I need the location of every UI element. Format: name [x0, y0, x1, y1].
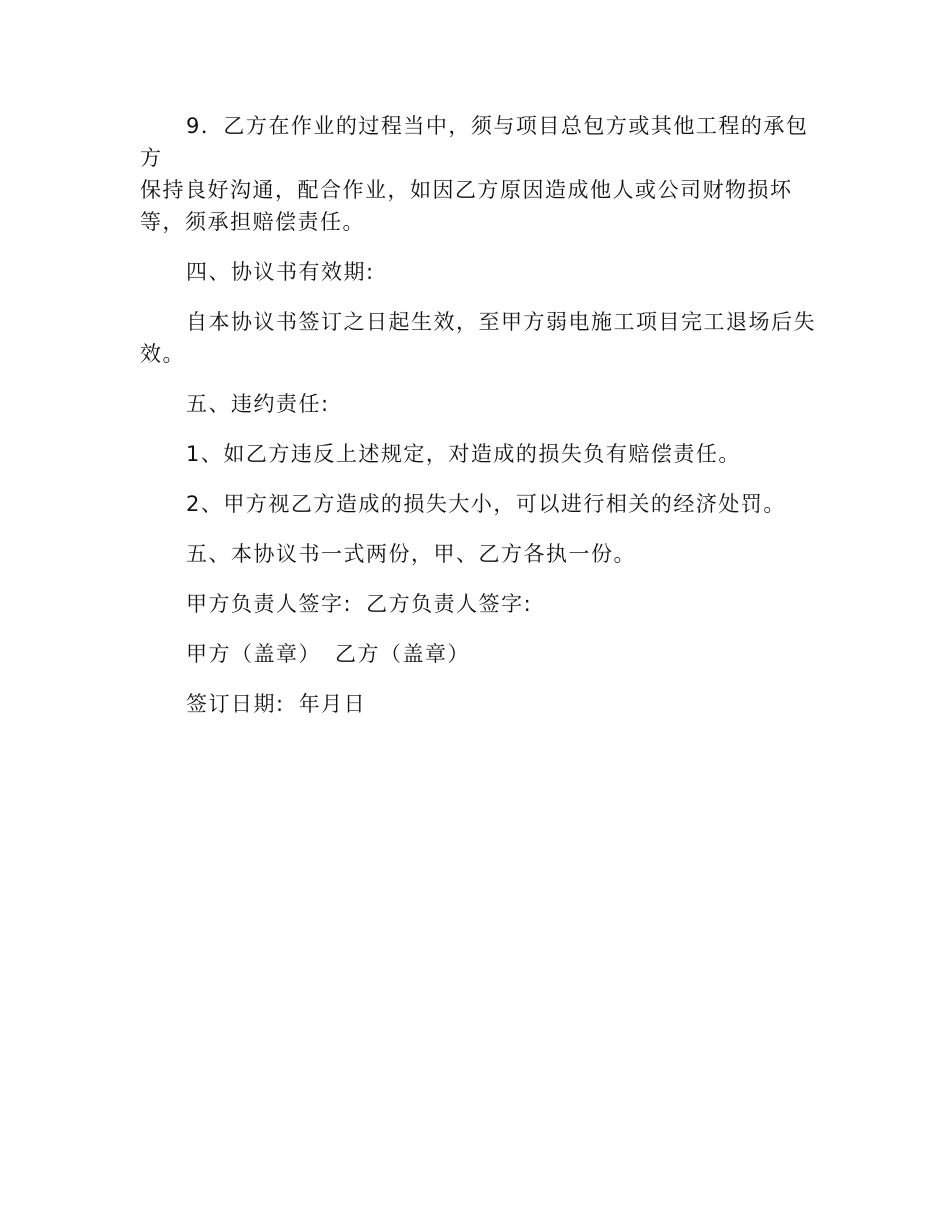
party-b-signature-label: 乙方负责人签字: [366, 592, 533, 616]
party-a-signature-label: 甲方负责人签字: [186, 592, 353, 616]
signing-date-value: 年月日 [298, 692, 367, 716]
signing-date-line [140, 688, 820, 720]
section-5-item-1: 1、如乙方违反上述规定，对造成的损失负有赔偿责任。 [186, 442, 741, 466]
section-4-title: 四、协议书有效期: [186, 260, 375, 284]
section-4-body-line-2: 效。 [140, 342, 185, 366]
section-5-item-2: 2、甲方视乙方造成的损失大小，可以进行相关的经济处罚。 [186, 492, 786, 516]
clause-9-line-2: 保持良好沟通，配合作业，如因乙方原因造成他人或公司财物损坏 [140, 178, 793, 202]
clause-9 [140, 110, 820, 238]
copies-clause: 五、本协议书一式两份，甲、乙方各执一份。 [186, 542, 636, 566]
party-a-seal: 甲方（盖章） [186, 642, 321, 666]
party-b-seal: 乙方（盖章） [335, 642, 470, 666]
clause-9-line-1: 9．乙方在作业的过程当中，须与项目总包方或其他工程的承包方 [140, 114, 809, 170]
document-body [140, 110, 820, 738]
seal-line [140, 638, 820, 670]
signing-date-label: 签订日期: [186, 692, 285, 716]
clause-9-line-3: 等，须承担赔偿责任。 [140, 210, 365, 234]
signature-line [140, 588, 820, 620]
section-5-title: 五、违约责任: [186, 392, 330, 416]
section-4-body-line-1: 自本协议书签订之日起生效，至甲方弱电施工项目完工退场后失 [186, 310, 816, 334]
section-4-body [140, 306, 820, 370]
